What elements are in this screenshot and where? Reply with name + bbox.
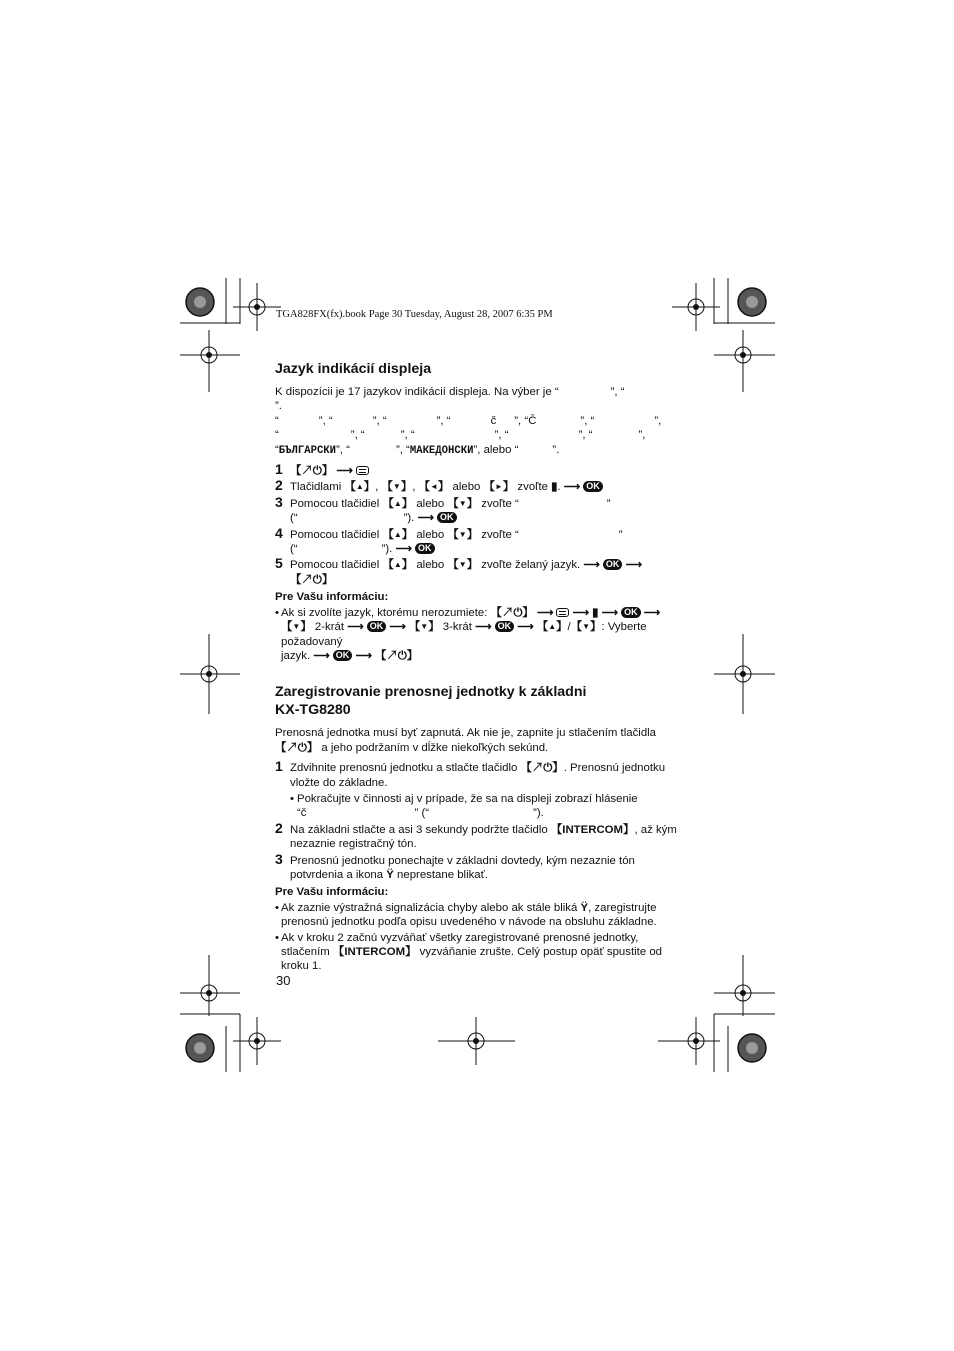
info-text: : Vyberte požadovaný — [281, 621, 647, 648]
off-key: 【↗⏻】 — [374, 649, 419, 662]
info-text: / — [567, 621, 571, 634]
registration-intro — [275, 726, 679, 755]
section-registration — [275, 683, 679, 974]
arrow-icon: ⟶ — [563, 481, 581, 494]
info-text: 3-krát — [439, 621, 476, 634]
intercom-label: INTERCOM — [344, 946, 406, 958]
down-key-icon: 【▼】 — [408, 621, 440, 634]
info-text: stlačením — [281, 946, 333, 958]
off-key: 【↗⏻】 — [490, 606, 534, 619]
off-icon: ↗⏻ — [501, 606, 523, 619]
step-number: 4 — [275, 524, 283, 541]
step-text: Pomocou tlačidiel — [290, 528, 383, 541]
intercom-key: 【INTERCOM】 — [550, 823, 635, 836]
step-text: ”). — [403, 512, 418, 525]
end-quote: ”. — [552, 443, 560, 456]
step-text: (“ — [290, 543, 298, 556]
note-text: “č — [297, 807, 307, 820]
intercom-key: 【INTERCOM】 — [332, 946, 417, 958]
info-text: prenosnú jednotku podľa opisu uvedeného v návode na obsluhu základne. — [281, 916, 657, 929]
arrow-icon: ⟶ — [355, 649, 372, 662]
note-text: Pokračujte v činnosti aj v prípade, že sa na displeji zobrazí hlásenie — [297, 792, 638, 805]
handset-icon: ▮ — [551, 481, 558, 494]
step-text: zvoľte — [514, 481, 552, 494]
arrow-icon: ⟶ — [313, 649, 330, 662]
title-line-1: Zaregistrovanie prenosnej jednotky k základni — [275, 684, 587, 701]
reg-step-3 — [275, 850, 679, 883]
step-text: Zdvihnite prenosnú jednotku a stlačte tlačidlo — [290, 762, 521, 775]
ok-icon: OK — [415, 543, 435, 554]
down-key-icon: 【▼】 — [447, 559, 479, 572]
menu-icon — [556, 608, 569, 617]
ok-icon: OK — [603, 559, 623, 570]
off-icon: ↗⏻ — [531, 762, 553, 775]
arrow-icon: ⟶ — [389, 621, 406, 634]
step-text: , až kým — [634, 823, 677, 836]
info-bullet-1 — [275, 901, 679, 930]
menu-icon — [356, 466, 369, 475]
ok-icon: OK — [583, 481, 603, 492]
step-number: 2 — [275, 477, 283, 494]
info-text: vyzváňanie zrušte. Celý postup opäť spustite od — [416, 946, 662, 958]
arrow-icon: ⟶ — [601, 606, 618, 619]
info-text: Ak si zvolíte jazyk, ktorému nerozumiete: — [281, 606, 491, 619]
lang-row-4: “БЪЛГАРСКИ”, “ ”, “МАКЕДОНСКИ”, alebo “ ”. — [275, 443, 560, 457]
right-key-icon: 【►】 — [483, 481, 515, 494]
step-text: , — [412, 481, 419, 494]
down-key-icon: 【▼】 — [381, 481, 413, 494]
down-key-icon: 【▼】 — [447, 528, 479, 541]
step-text: alebo — [449, 481, 484, 494]
ok-icon: OK — [621, 607, 641, 618]
up-key-icon: 【▲】 — [536, 621, 568, 634]
step-text: zvoľte “ — [478, 528, 519, 541]
step-text: Prenosnú jednotku ponechajte v základni dovtedy, kým nezaznie tón — [290, 854, 635, 867]
step-text: nezaznie registračný tón. — [290, 838, 417, 851]
title-line-2: KX-TG8280 — [275, 702, 351, 719]
page-number: 30 — [276, 973, 291, 988]
step-2 — [275, 477, 679, 494]
macedonian-word: МАКЕДОНСКИ — [409, 444, 474, 457]
info-text: Ak v kroku 2 začnú vyzváňať všetky zaregistrované prenosné jednotky, — [281, 931, 639, 944]
up-key-icon: 【▲】 — [344, 481, 376, 494]
intro-quote-end: ”. — [275, 400, 282, 413]
arrow-icon: ⟶ — [336, 465, 353, 478]
arrow-icon: ⟶ — [417, 512, 434, 525]
note-text: ”). — [533, 807, 544, 820]
step-number: 5 — [275, 555, 283, 572]
step-3 — [275, 493, 679, 526]
intro-paragraph — [275, 385, 679, 458]
ok-icon: OK — [333, 650, 353, 661]
step-text: Tlačidlami — [290, 481, 345, 494]
step-number: 1 — [275, 758, 283, 775]
bulgarian-word: БЪЛГАРСКИ — [278, 444, 337, 457]
intro-quote: ”, “ — [610, 386, 625, 398]
step-text: neprestane blikať. — [393, 868, 489, 881]
lang-row-2: “ ”, “ ”, “ ”, “ č ”, “Č ”, “ ”, — [275, 414, 662, 427]
intro-text: a jeho podržaním v dĺžke niekoľkých sekúnd. — [318, 741, 549, 754]
up-key-icon: 【▲】 — [382, 559, 414, 572]
off-key: 【↗⏻】 — [520, 762, 564, 775]
reg-step-1 — [275, 758, 679, 821]
info-bullet-2 — [275, 931, 679, 974]
handset-icon: ▮ — [592, 606, 599, 619]
step-1-note — [290, 792, 679, 821]
off-icon: ↗⏻ — [301, 465, 322, 478]
antenna-icon: Ÿ — [386, 868, 394, 881]
step-4 — [275, 524, 679, 557]
info-bullet — [275, 606, 679, 664]
section-title-registration — [275, 683, 679, 719]
step-text: alebo — [413, 528, 448, 541]
ok-icon: OK — [437, 512, 457, 523]
info-text: jazyk. — [281, 649, 314, 662]
step-number: 2 — [275, 819, 283, 836]
step-text: alebo — [413, 497, 448, 510]
arrow-icon: ⟶ — [572, 606, 589, 619]
down-key-icon: 【▼】 — [447, 497, 479, 510]
arrow-icon: ⟶ — [536, 606, 554, 619]
step-text: ” — [618, 528, 623, 541]
arrow-icon: ⟶ — [625, 559, 642, 572]
info-text: kroku 1. — [281, 960, 322, 973]
info-text: , zaregistrujte — [588, 901, 657, 914]
info-text: Ak zaznie výstražná signalizácia chyby alebo ak stále bliká — [281, 901, 581, 914]
intercom-label: INTERCOM — [562, 823, 624, 836]
arrow-icon: ⟶ — [517, 621, 534, 634]
down-key-icon: 【▼】 — [570, 621, 602, 634]
up-key-icon: 【▲】 — [382, 528, 414, 541]
file-header-line: TGA828FX(fx).book Page 30 Tuesday, August 28, 2007 6:35 PM — [276, 309, 553, 320]
off-icon: ↗⏻ — [301, 573, 322, 586]
intro-text: Prenosná jednotka musí byť zapnutá. Ak nie je, zapnite ju stlačením tlačidla — [275, 727, 657, 740]
arrow-icon: ⟶ — [347, 621, 364, 634]
step-number: 3 — [275, 493, 283, 510]
reg-step-2 — [275, 819, 679, 852]
antenna-icon: Ÿ — [580, 901, 589, 914]
arrow-icon: ⟶ — [583, 559, 600, 572]
off-key: 【↗⏻】 — [290, 465, 334, 478]
up-key-icon: 【▲】 — [382, 497, 414, 510]
off-key: 【↗⏻】 — [290, 573, 334, 586]
step-text: , — [375, 481, 382, 494]
section-title-display-language: Jazyk indikácií displeja — [275, 361, 432, 377]
alebo-text: , alebo “ — [477, 443, 519, 456]
arrow-icon: ⟶ — [643, 606, 661, 619]
step-text: . — [557, 481, 564, 494]
lang-row-3: “ ”, “ ”, “ ”, “ ”, “ ”, — [275, 429, 646, 442]
step-text: alebo — [413, 559, 448, 572]
off-key: 【↗⏻】 — [275, 741, 319, 754]
ok-icon: OK — [495, 621, 515, 632]
c-upper-char: Č — [528, 414, 537, 427]
info-title: Pre Vašu informáciu: — [275, 886, 389, 899]
note-text: ” (“ — [414, 807, 430, 820]
ok-icon: OK — [367, 621, 387, 632]
arrow-icon: ⟶ — [475, 621, 492, 634]
step-number: 3 — [275, 850, 283, 867]
step-number: 1 — [275, 461, 283, 478]
page-content — [275, 360, 679, 975]
off-icon: ↗⏻ — [286, 741, 307, 754]
step-5 — [275, 555, 679, 587]
c-char: č — [490, 414, 497, 427]
left-key-icon: 【◄】 — [418, 481, 450, 494]
step-text: Pomocou tlačidiel — [290, 497, 383, 510]
step-text: zvoľte “ — [478, 497, 519, 510]
info-text: 2-krát — [311, 621, 348, 634]
step-text: . Prenosnú jednotku — [563, 762, 666, 775]
step-1 — [275, 461, 679, 478]
intro-text: K dispozícii je 17 jazykov indikácií displeja. Na výber je “ — [275, 386, 559, 398]
step-text: Na základni stlačte a asi 3 sekundy podržte tlačidlo — [290, 823, 551, 836]
arrow-icon: ⟶ — [395, 543, 412, 556]
step-text: potvrdenia a ikona — [290, 868, 387, 881]
step-text: Pomocou tlačidiel — [290, 559, 383, 572]
step-text: vložte do základne. — [290, 776, 388, 789]
step-text: ” — [606, 497, 611, 510]
step-text: ”). — [381, 543, 396, 556]
down-key-icon: 【▼】 — [281, 621, 312, 634]
step-text: zvoľte želaný jazyk. — [478, 559, 584, 572]
off-icon: ↗⏻ — [386, 649, 407, 662]
step-text: (“ — [290, 512, 298, 525]
info-title: Pre Vašu informáciu: — [275, 591, 389, 604]
